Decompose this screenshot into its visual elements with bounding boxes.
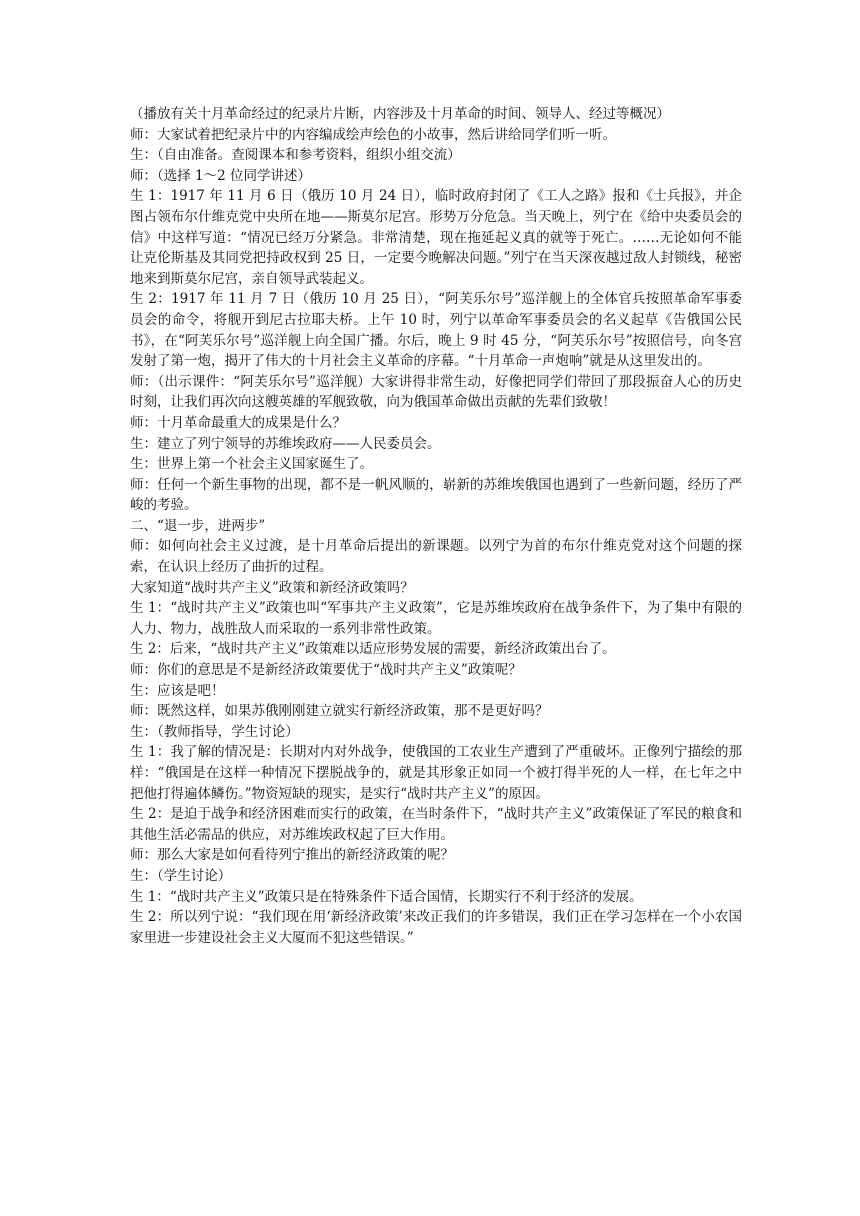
paragraph-20: 生：（教师指导，学生讨论） (130, 723, 299, 740)
section-heading: 二、“退一步，进两步” (130, 517, 266, 534)
paragraph-9: 生：建立了列宁领导的苏维埃政府——人民委员会。 (130, 435, 441, 452)
paragraph-18: 生：应该是吧！ (130, 682, 225, 699)
paragraph-7: 师：（出示课件：“阿芙乐尔号”巡洋舰）大家讲得非常生动，好像把同学们带回了那段振奋人心的历史时刻，让我们再次向这艘英雄的军舰致敬，向为俄国革命做出贡献的先辈们致敬！ (130, 373, 742, 411)
paragraph-2: 师：大家试着把纪录片中的内容编成绘声绘色的小故事，然后讲给同学们听一听。 (130, 126, 616, 143)
paragraph-11: 师：任何一个新生事物的出现，都不是一帆风顺的，崭新的苏维埃俄国也遇到了一些新问题，经历了严峻的考验。 (130, 476, 742, 514)
paragraph-5: 生 1：1917 年 11 月 6 日（俄历 10 月 24 日），临时政府封闭了《工人之路》报和《士兵报》，并企图占领布尔什维克党中央所在地——斯莫尔尼宫。形势万分危急。当天晚上，列宁在《给中央委员会的信》中这样写道：“情况已经万分紧急。非常清楚，现在拖延起义真的就等于死亡。……无论如何不能让克伦斯基及其同党把持政权到 25 日，一定要今晚解决问题。”列宁在当天深夜越过敌人封锁线，秘密地来到斯莫尔尼宫，亲自领导武装起义。 (130, 188, 742, 287)
paragraph-1: （播放有关十月革命经过的纪录片片断，内容涉及十月革命的时间、领导人、经过等概况） (130, 106, 670, 122)
paragraph-4: 师：（选择 1～2 位同学讲述） (130, 167, 312, 184)
paragraph-24: 生：（学生讨论） (130, 867, 232, 884)
paragraph-23: 师：那么大家是如何看待列宁推出的新经济政策的呢？ (130, 847, 454, 864)
paragraph-22: 生 2：是迫于战争和经济困难而实行的政策，在当时条件下，“战时共产主义”政策保证了军民的粮食和其他生活必需品的供应，对苏维埃政权起了巨大作用。 (130, 806, 742, 843)
paragraph-10: 生：世界上第一个社会主义国家诞生了。 (130, 456, 373, 473)
paragraph-25: 生 1：“战时共产主义”政策只是在特殊条件下适合国情，长期实行不利于经济的发展。 (130, 888, 643, 905)
paragraph-16: 生 2：后来，“战时共产主义”政策难以适应形势发展的需要，新经济政策出台了。 (130, 641, 616, 658)
paragraph-17: 师：你们的意思是不是新经济政策要优于“战时共产主义”政策呢？ (130, 662, 522, 679)
document-page (130, 104, 742, 948)
paragraph-8: 师：十月革命最重大的成果是什么？ (130, 414, 346, 431)
paragraph-14: 大家知道“战时共产主义”政策和新经济政策吗？ (130, 579, 414, 596)
paragraph-13: 师：如何向社会主义过渡，是十月革命后提出的新课题。以列宁为首的布尔什维克党对这个问题的探索，在认识上经历了曲折的过程。 (130, 538, 742, 576)
paragraph-6: 生 2：1917 年 11 月 7 日（俄历 10 月 25 日），“阿芙乐尔号”巡洋舰上的全体官兵按照革命军事委员会的命令，将舰开到尼古拉耶夫桥。上午 10 时，列宁以革命军事委员会的名义起草《告俄国公民书》，在“阿芙乐尔号”巡洋舰上向全国广播。尔后，晚上 9 时 45 分，“阿芙乐尔号”按照信号，向冬宫发射了第一炮，揭开了伟大的十月社会主义革命的序幕。“十月革命一声炮响”就是从这里发出的。 (130, 291, 742, 370)
paragraph-26: 生 2：所以列宁说：“我们现在用‘新经济政策’来改正我们的许多错误，我们正在学习怎样在一个小农国家里进一步建设社会主义大厦而不犯这些错误。” (130, 909, 742, 946)
paragraph-15: 生 1：“战时共产主义”政策也叫“军事共产主义政策”，它是苏维埃政府在战争条件下，为了集中有限的人力、物力，战胜敌人而采取的一系列非常性政策。 (130, 600, 742, 637)
paragraph-21: 生 1：我了解的情况是：长期对内对外战争，使俄国的工农业生产遭到了严重破坏。正像列宁描绘的那样：“俄国是在这样一种情况下摆脱战争的，就是其形象正如同一个被打得半死的人一样，在七年之中把他打得遍体鳞伤。”物资短缺的现实，是实行“战时共产主义”的原因。 (130, 744, 742, 802)
paragraph-3: 生：（自由准备。查阅课本和参考资料，组织小组交流） (130, 147, 461, 164)
paragraph-19: 师：既然这样，如果苏俄刚刚建立就实行新经济政策，那不是更好吗？ (130, 703, 549, 720)
